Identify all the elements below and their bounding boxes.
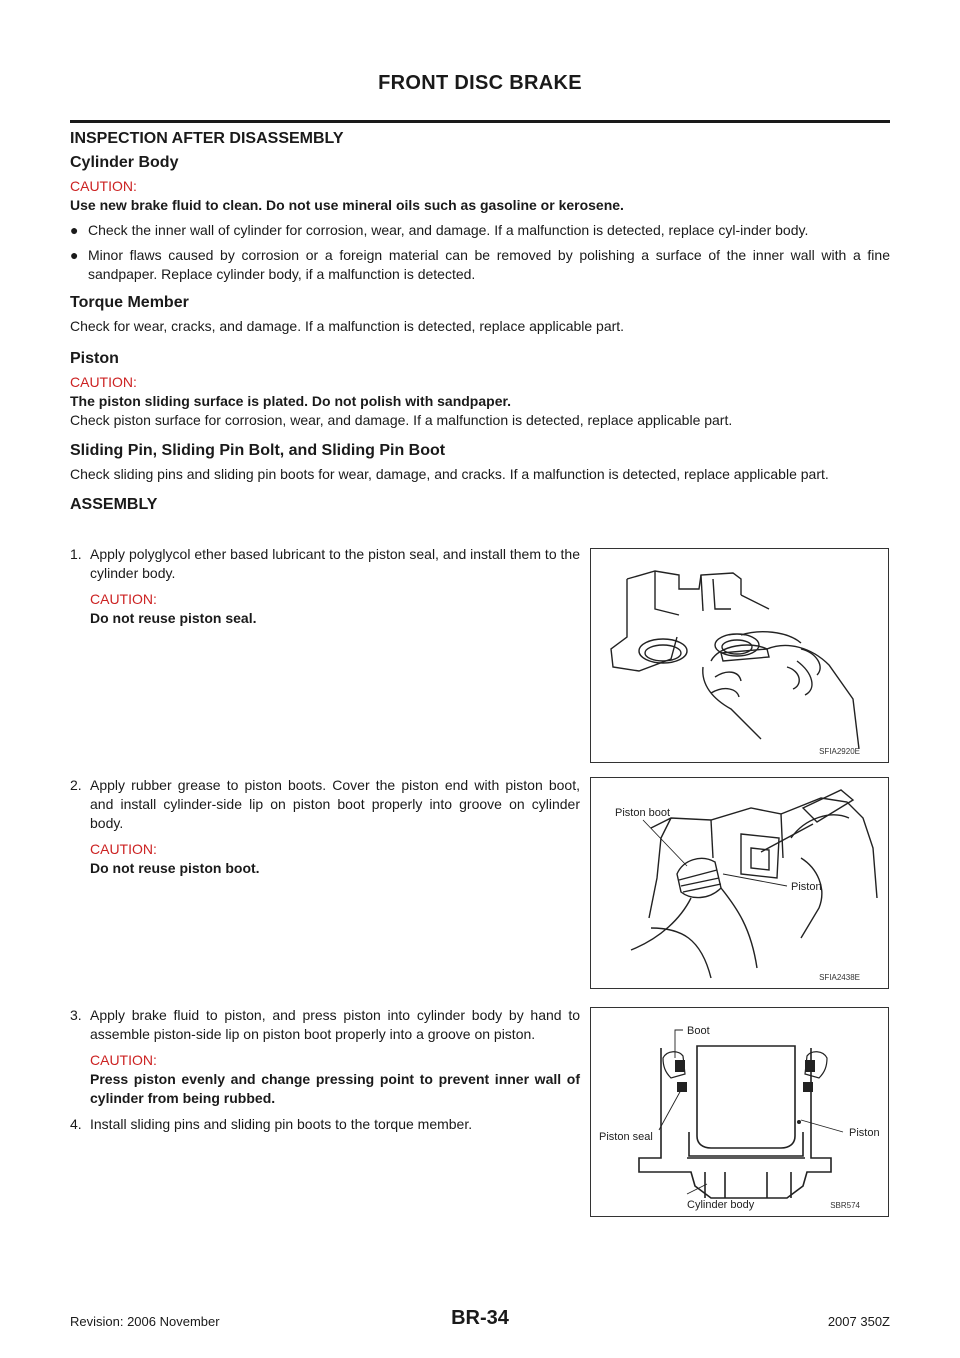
step-number: 1. (70, 546, 82, 562)
piston-text: Check piston surface for corrosion, wear, and damage. If a malfunction is detected, replace applicable part. (70, 412, 733, 428)
step-number: 2. (70, 777, 82, 793)
step-text: Apply polyglycol ether based lubricant to the piston seal, and install them to the cylinder body. (90, 546, 580, 581)
bullet-icon: ● (70, 247, 79, 263)
label-boot: Boot (687, 1025, 710, 1037)
caution-text: Use new brake fluid to clean. Do not use mineral oils such as gasoline or kerosene. (70, 197, 624, 213)
step-text: Apply rubber grease to piston boots. Cover the piston end with piston boot, and install cylinder-side lip on piston boot properly into groove on cylinder body. (90, 777, 580, 831)
cylinder-bullets (70, 221, 890, 284)
bullet-text: Minor flaws caused by corrosion or a foreign material can be removed by polishing a surface of the inner wall with a fine sandpaper. Replace cylinder body, if a malfunction is detected. (88, 247, 890, 282)
caution-text: Press piston evenly and change pressing point to prevent inner wall of cylinder from being rubbed. (90, 1071, 580, 1106)
figure-piston-boot (590, 777, 889, 989)
step-text: Apply brake fluid to piston, and press piston into cylinder body by hand to assemble piston-side lip on piston boot properly into a groove on piston. (90, 1007, 580, 1042)
page-title: FRONT DISC BRAKE (378, 72, 582, 94)
label-piston: Piston (849, 1127, 880, 1139)
step-number: 3. (70, 1007, 82, 1023)
cylinder-body-heading: Cylinder Body (70, 154, 179, 171)
bullet-text: Check the inner wall of cylinder for corrosion, wear, and damage. If a malfunction is detected, replace cyl-inder body. (88, 222, 809, 238)
caution-label: CAUTION: (90, 841, 157, 857)
label-piston: Piston (791, 881, 822, 893)
assembly-step-4 (70, 1115, 580, 1134)
figure-code: SBR574 (830, 1201, 860, 1210)
figure-code: SFIA2920E (819, 747, 860, 756)
assembly-step-3 (70, 1006, 580, 1134)
footer-model: 2007 350Z (827, 1314, 890, 1329)
assembly-heading: ASSEMBLY (70, 496, 158, 513)
label-piston-seal: Piston seal (599, 1131, 653, 1143)
list-item (70, 246, 890, 284)
caution-label: CAUTION: (90, 1052, 157, 1068)
header-rule (70, 120, 890, 123)
inspection-section (70, 130, 890, 518)
torque-member-text: Check for wear, cracks, and damage. If a malfunction is detected, replace applicable part. (70, 318, 625, 334)
list-item (70, 221, 890, 240)
caliper-hands-illustration (591, 549, 888, 762)
assembly-step-1 (70, 545, 580, 628)
inspection-heading: INSPECTION AFTER DISASSEMBLY (70, 130, 344, 147)
figure-piston-seal (590, 548, 889, 763)
step-number: 4. (70, 1116, 82, 1132)
figure-code: SFIA2438E (819, 973, 860, 982)
caution-text: The piston sliding surface is plated. Do not polish with sandpaper. (70, 393, 512, 409)
caution-text: Do not reuse piston boot. (90, 860, 260, 876)
step-text: Install sliding pins and sliding pin boots to the torque member. (90, 1116, 473, 1132)
caution-label: CAUTION: (70, 374, 137, 390)
caution-text: Do not reuse piston seal. (90, 610, 257, 626)
figure-cross-section (590, 1007, 889, 1217)
sliding-pin-text: Check sliding pins and sliding pin boots for wear, damage, and cracks. If a malfunction is detected, replace applicable part. (70, 466, 829, 482)
footer-revision: Revision: 2006 November (70, 1314, 220, 1329)
cylinder-cross-section-illustration (591, 1008, 888, 1216)
label-cylinder-body: Cylinder body (687, 1199, 755, 1211)
caution-label: CAUTION: (90, 591, 157, 607)
sliding-pin-heading: Sliding Pin, Sliding Pin Bolt, and Sliding Pin Boot (70, 442, 446, 459)
bullet-icon: ● (70, 222, 79, 238)
piston-boot-illustration (591, 778, 888, 988)
caution-label: CAUTION: (70, 178, 137, 194)
label-piston-boot: Piston boot (615, 807, 671, 819)
footer-page-number: BR-34 (451, 1307, 509, 1329)
torque-member-heading: Torque Member (70, 294, 189, 311)
piston-heading: Piston (70, 350, 119, 367)
assembly-step-2 (70, 776, 580, 878)
